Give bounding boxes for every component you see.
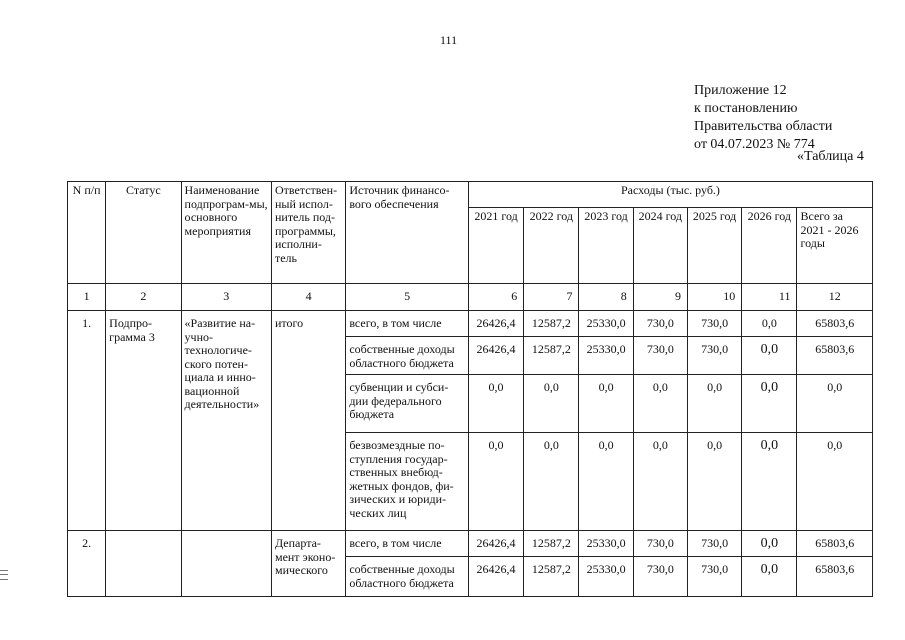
column-number: 1 [68,284,106,311]
value-cell: 730,0 [633,311,687,337]
value-cell: 12587,2 [524,337,579,375]
value-cell: 0,0 [742,375,797,433]
header-status: Статус [106,182,181,284]
value-cell: 26426,4 [468,311,523,337]
value-cell: 65803,6 [797,557,873,597]
column-number: 11 [742,284,797,311]
value-cell: 0,0 [742,557,797,597]
value-cell: 26426,4 [468,557,523,597]
value-cell: 65803,6 [797,311,873,337]
header-year: 2021 год [468,208,523,284]
row-source: собственные доходы областного бюджета [346,337,469,375]
header-row [68,182,873,208]
value-cell: 730,0 [687,557,741,597]
appendix-line: Правительства области [694,119,833,134]
column-number: 4 [271,284,345,311]
appendix-line: от 04.07.2023 № 774 [694,137,815,152]
value-cell: 730,0 [687,311,741,337]
value-cell: 65803,6 [797,337,873,375]
header-total: Всего за 2021 - 2026 годы [797,208,873,284]
value-cell: 0,0 [524,433,579,531]
budget-table [67,181,873,597]
row-name: «Развитие на-учно-технологиче-ского потен-циала и инно-вационной деятельности» [181,311,271,531]
header-responsible: Ответствен-ный испол-нитель под-программы, исполни-тель [271,182,345,284]
header-year: 2023 год [579,208,633,284]
header-num: N п/п [68,182,106,284]
value-cell: 25330,0 [579,531,633,557]
value-cell: 0,0 [797,433,873,531]
row-number: 2. [68,531,106,597]
column-number-row [68,284,873,311]
row-status: Подпро-грамма 3 [106,311,181,531]
column-number: 6 [468,284,523,311]
row-number: 1. [68,311,106,531]
value-cell: 0,0 [687,433,741,531]
value-cell: 26426,4 [468,531,523,557]
row-name [181,531,271,597]
header-source: Источник финансо-вого обеспечения [346,182,469,284]
value-cell: 0,0 [742,531,797,557]
column-number: 8 [579,284,633,311]
table-row [68,311,873,337]
column-number: 9 [633,284,687,311]
value-cell: 730,0 [633,337,687,375]
row-status [106,531,181,597]
value-cell: 65803,6 [797,531,873,557]
value-cell: 0,0 [742,433,797,531]
value-cell: 12587,2 [524,311,579,337]
value-cell: 0,0 [633,433,687,531]
value-cell: 0,0 [633,375,687,433]
row-source: всего, в том числе [346,311,469,337]
column-number: 12 [797,284,873,311]
value-cell: 730,0 [633,531,687,557]
column-number: 5 [346,284,469,311]
column-number: 2 [106,284,181,311]
table-row [68,531,873,557]
value-cell: 0,0 [687,375,741,433]
header-year: 2026 год [742,208,797,284]
row-source: всего, в том числе [346,531,469,557]
row-source: собственные доходы областного бюджета [346,557,469,597]
row-source: субвенции и субси-дии федерального бюджета [346,375,469,433]
column-number: 3 [181,284,271,311]
header-year: 2022 год [524,208,579,284]
page-number: 111 [440,33,458,47]
row-source: безвозмездные по-ступления государ-ственных внебюд-жетных фондов, фи-зических и юриди-ческих лиц [346,433,469,531]
header-year: 2025 год [687,208,741,284]
value-cell: 0,0 [579,433,633,531]
value-cell: 730,0 [687,531,741,557]
value-cell: 0,0 [742,311,797,337]
column-number: 7 [524,284,579,311]
table-reference: «Таблица 4 [797,149,864,164]
margin-mark [0,570,8,580]
appendix-line: к постановлению [694,101,798,116]
row-responsible: итого [271,311,345,531]
value-cell: 0,0 [742,337,797,375]
value-cell: 12587,2 [524,531,579,557]
value-cell: 0,0 [468,375,523,433]
header-year: 2024 год [633,208,687,284]
value-cell: 0,0 [524,375,579,433]
value-cell: 25330,0 [579,311,633,337]
header-name: Наименование подпрограм-мы, основного мероприятия [181,182,271,284]
value-cell: 0,0 [468,433,523,531]
value-cell: 0,0 [579,375,633,433]
value-cell: 12587,2 [524,557,579,597]
appendix-line: Приложение 12 [694,83,787,98]
column-number: 10 [687,284,741,311]
value-cell: 25330,0 [579,337,633,375]
value-cell: 26426,4 [468,337,523,375]
value-cell: 25330,0 [579,557,633,597]
appendix-heading [694,82,894,164]
value-cell: 730,0 [633,557,687,597]
header-expenses: Расходы (тыс. руб.) [468,182,872,208]
row-responsible: Департа-мент эконо-мического [271,531,345,597]
value-cell: 0,0 [797,375,873,433]
value-cell: 730,0 [687,337,741,375]
